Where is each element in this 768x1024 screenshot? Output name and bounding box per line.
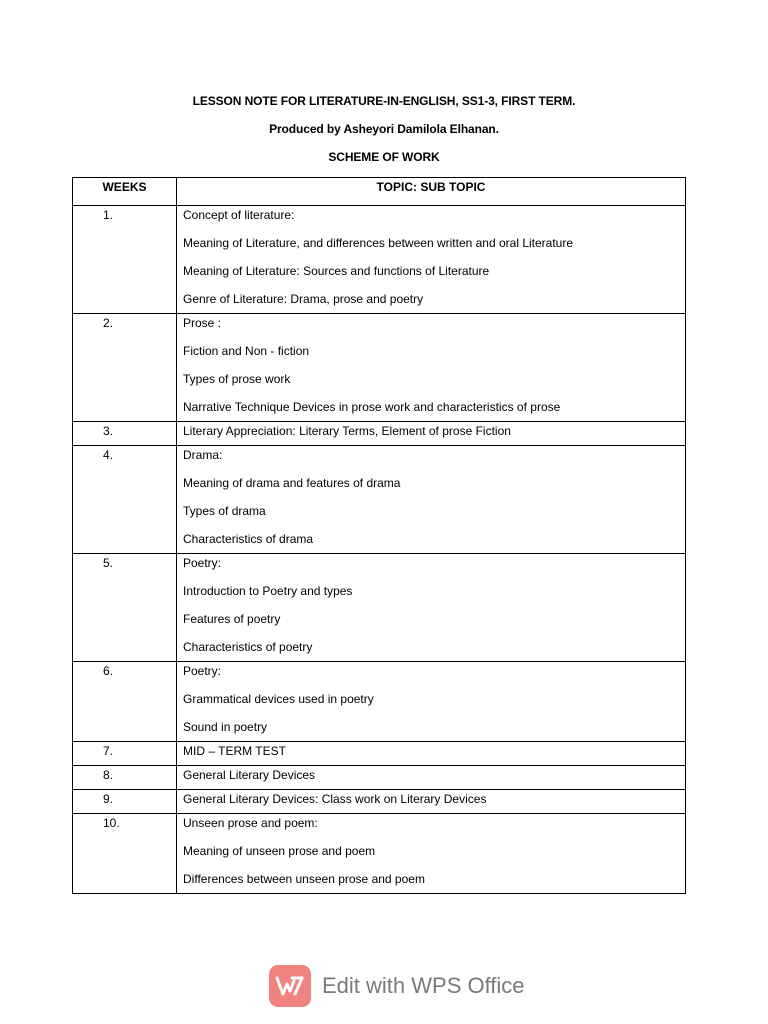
week-number-cell: 7.: [73, 742, 177, 766]
topic-line: Prose :: [183, 316, 222, 330]
topic-line: Characteristics of drama: [183, 532, 314, 546]
document-title: LESSON NOTE FOR LITERATURE-IN-ENGLISH, SS1-3, FIRST TERM.: [192, 94, 576, 108]
table-row: [73, 790, 686, 814]
topic-line: Types of drama: [183, 504, 266, 518]
topic-cell: [177, 790, 686, 814]
wps-office-icon: [269, 965, 311, 1007]
table-header-row: [73, 178, 686, 206]
table-row: [73, 742, 686, 766]
edit-with-wps-button[interactable]: [269, 965, 525, 1007]
topic-cell: [177, 766, 686, 790]
topic-line: Genre of Literature: Drama, prose and poetry: [183, 292, 424, 306]
topic-line: Meaning of Literature, and differences between written and oral Literature: [183, 236, 574, 250]
topic-line: Types of prose work: [183, 372, 291, 386]
table-row: [73, 766, 686, 790]
topic-line: Meaning of unseen prose and poem: [183, 844, 376, 858]
table-row: [73, 206, 686, 314]
week-number-cell: 8.: [73, 766, 177, 790]
topic-line: Introduction to Poetry and types: [183, 584, 353, 598]
topic-line: Poetry:: [183, 556, 222, 570]
topic-cell: [177, 422, 686, 446]
topic-line: Narrative Technique Devices in prose work and characteristics of prose: [183, 400, 561, 414]
table-row: [73, 314, 686, 422]
week-number-cell: 6.: [73, 662, 177, 742]
topic-line: Poetry:: [183, 664, 222, 678]
topic-cell: [177, 662, 686, 742]
section-title: SCHEME OF WORK: [328, 150, 440, 164]
topic-cell: [177, 314, 686, 422]
scheme-of-work-table: [72, 177, 686, 894]
week-number-cell: 1.: [73, 206, 177, 314]
topic-line: Fiction and Non - fiction: [183, 344, 310, 358]
topic-column-header: TOPIC: SUB TOPIC: [177, 178, 686, 206]
week-number-cell: 4.: [73, 446, 177, 554]
topic-cell: [177, 554, 686, 662]
author-line: Produced by Asheyori Damilola Elhanan.: [269, 122, 499, 136]
topic-line: MID – TERM TEST: [183, 744, 286, 758]
week-number-cell: 10.: [73, 814, 177, 894]
topic-line: Meaning of drama and features of drama: [183, 476, 401, 490]
week-number-cell: 2.: [73, 314, 177, 422]
topic-line: Characteristics of poetry: [183, 640, 313, 654]
topic-line: Meaning of Literature: Sources and functions of Literature: [183, 264, 490, 278]
topic-line: Grammatical devices used in poetry: [183, 692, 374, 706]
topic-line: General Literary Devices: [183, 768, 316, 782]
week-number-cell: 9.: [73, 790, 177, 814]
topic-line: General Literary Devices: Class work on Literary Devices: [183, 792, 487, 806]
topic-cell: [177, 742, 686, 766]
topic-cell: [177, 446, 686, 554]
topic-line: Features of poetry: [183, 612, 281, 626]
table-row: [73, 446, 686, 554]
table-row: [73, 814, 686, 894]
topic-line: Literary Appreciation: Literary Terms, Element of prose Fiction: [183, 424, 511, 438]
weeks-column-header: WEEKS: [73, 178, 177, 206]
topic-line: Sound in poetry: [183, 720, 268, 734]
topic-line: Concept of literature:: [183, 208, 295, 222]
topic-line: Unseen prose and poem:: [183, 816, 318, 830]
week-number-cell: 5.: [73, 554, 177, 662]
table-row: [73, 422, 686, 446]
week-number-cell: 3.: [73, 422, 177, 446]
topic-cell: [177, 206, 686, 314]
edit-with-wps-label: Edit with WPS Office: [322, 973, 525, 998]
topic-cell: [177, 814, 686, 894]
table-row: [73, 662, 686, 742]
table-row: [73, 554, 686, 662]
topic-line: Differences between unseen prose and poem: [183, 872, 425, 886]
topic-line: Drama:: [183, 448, 223, 462]
